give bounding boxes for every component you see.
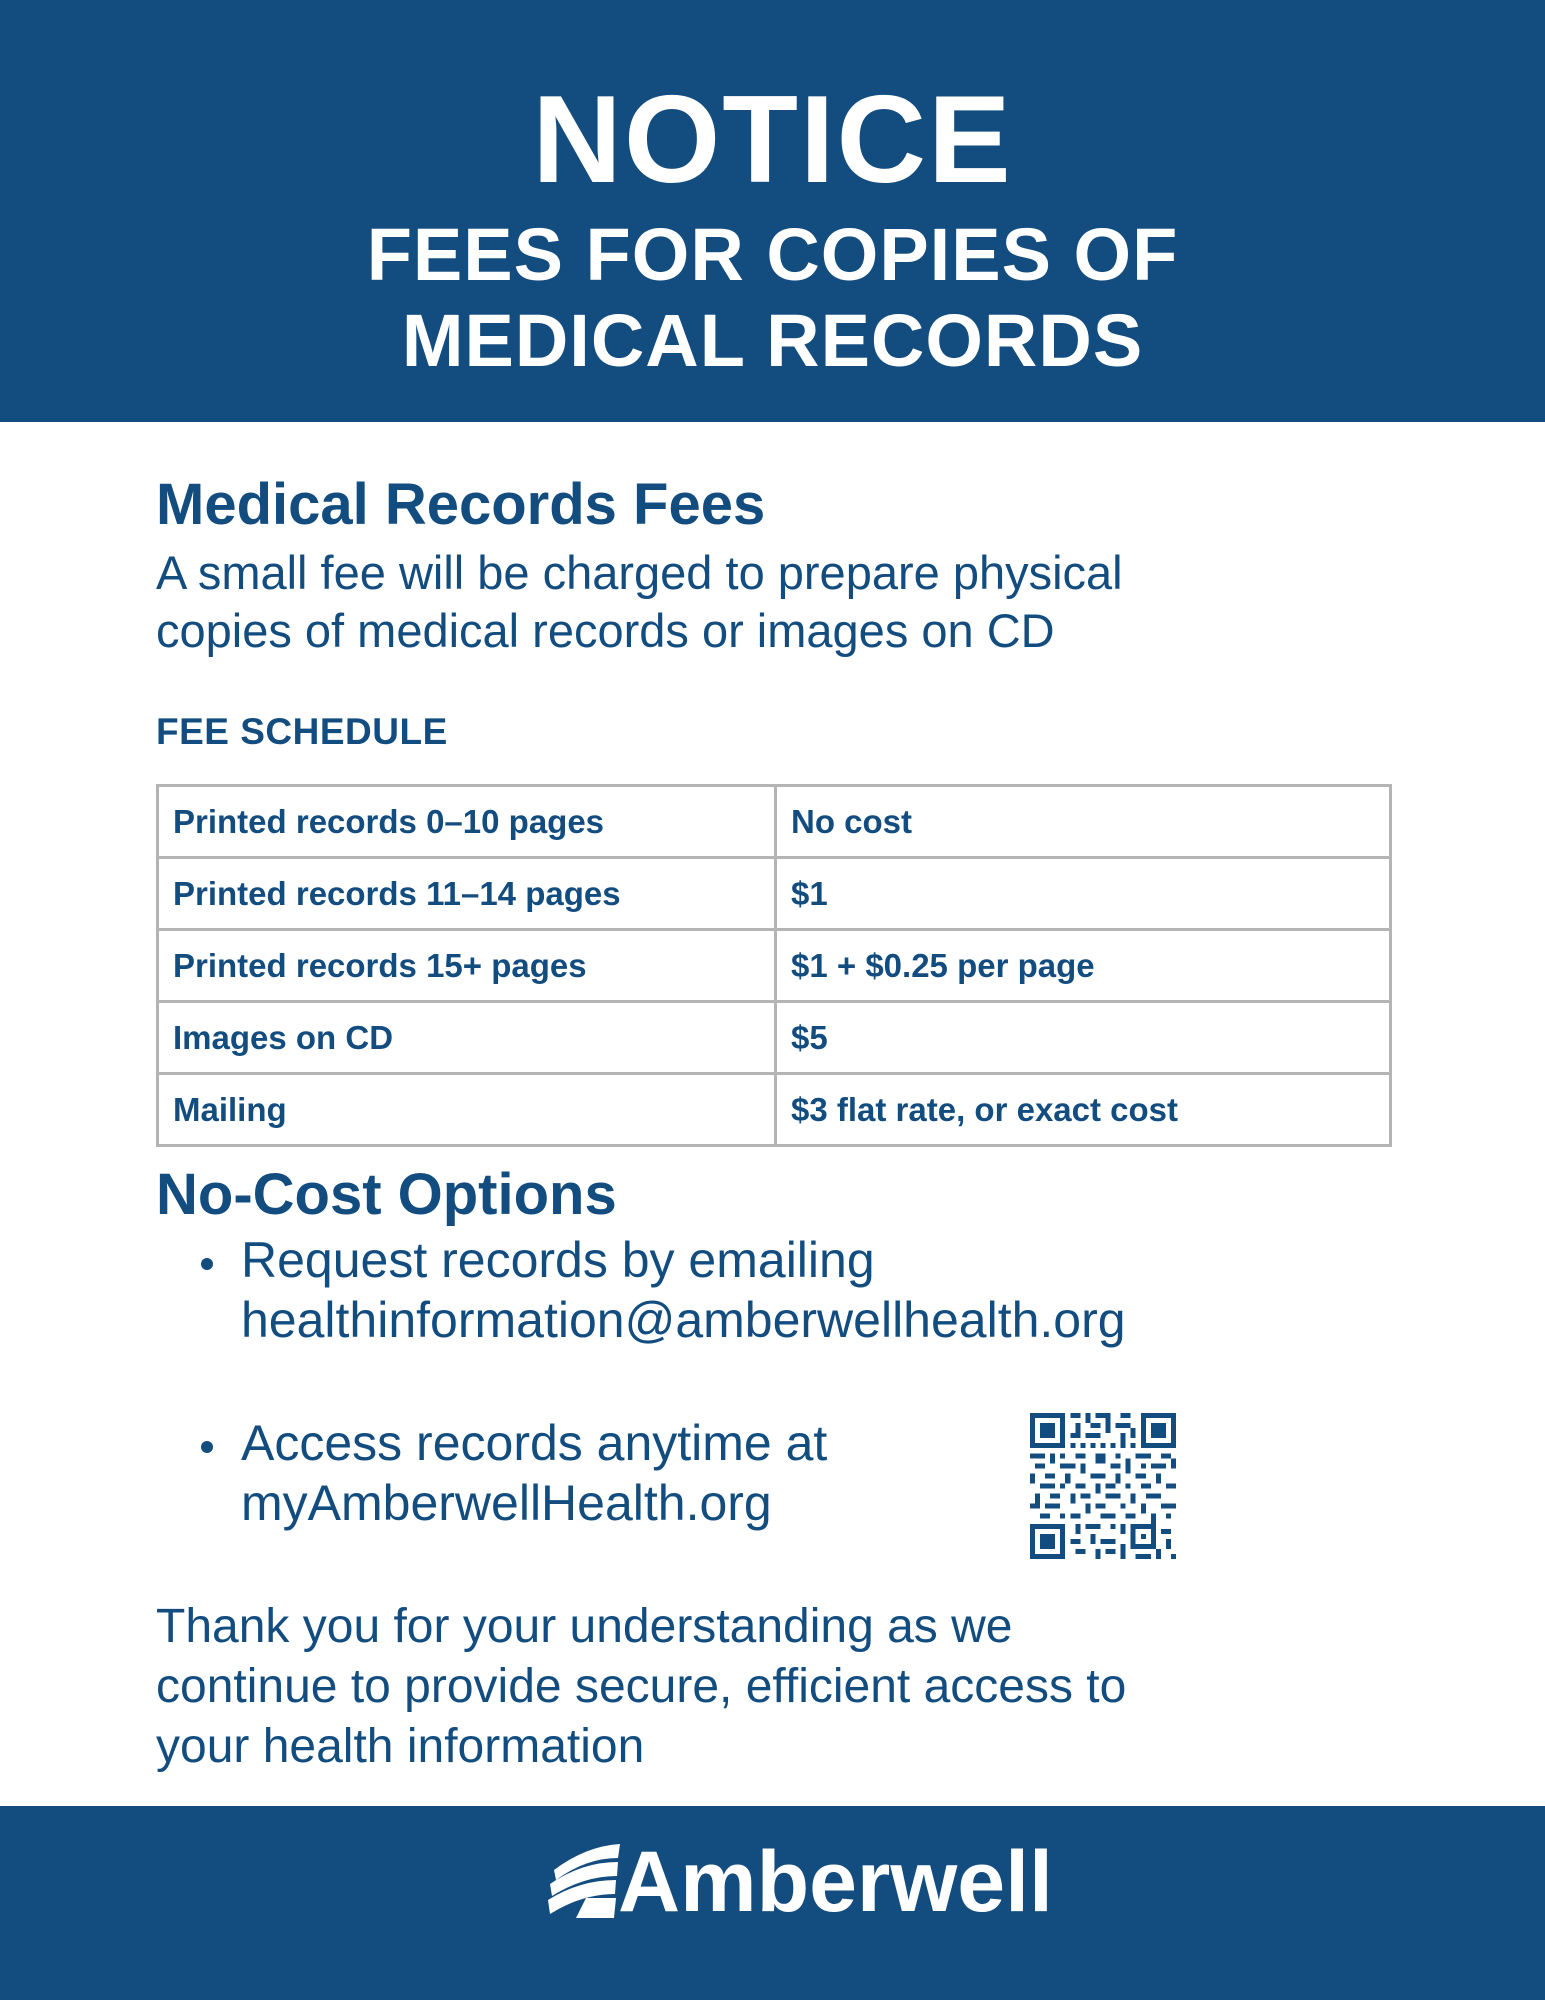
- fee-item: Mailing: [158, 1074, 776, 1146]
- table-row: [158, 1002, 1391, 1074]
- subtitle-line-1: FEES FOR COPIES OF: [366, 213, 1179, 296]
- closing-line-2: continue to provide secure, efficient access to: [156, 1660, 1127, 1713]
- email-option: [241, 1230, 1126, 1350]
- fee-item: Images on CD: [158, 1002, 776, 1074]
- portal-option-line-1: Access records anytime at: [241, 1415, 828, 1471]
- subtitle-line-2: MEDICAL RECORDS: [401, 299, 1144, 382]
- fee-amount: $1 + $0.25 per page: [776, 930, 1391, 1002]
- fees-heading: Medical Records Fees: [156, 472, 766, 537]
- bullet-icon: [201, 1441, 213, 1453]
- fee-amount: $3 flat rate, or exact cost: [776, 1074, 1391, 1146]
- amberwell-logo: Amberwell: [618, 1834, 1053, 1930]
- fees-intro-line-1: A small fee will be charged to prepare physical: [156, 546, 1123, 599]
- amberwell-logo-icon: [546, 1840, 624, 1920]
- bullet-icon: [201, 1258, 213, 1270]
- page-title: NOTICE: [532, 71, 1013, 209]
- portal-link[interactable]: myAmberwellHealth.org: [241, 1475, 772, 1531]
- table-row: [158, 930, 1391, 1002]
- fees-section: [156, 470, 1396, 1147]
- email-option-line-1: Request records by emailing: [241, 1232, 875, 1288]
- fee-item: Printed records 15+ pages: [158, 930, 776, 1002]
- qr-code-icon[interactable]: [1030, 1413, 1176, 1559]
- fee-schedule-label: FEE SCHEDULE: [156, 711, 448, 752]
- closing-message: [156, 1597, 1406, 1777]
- table-row: [158, 1074, 1391, 1146]
- fee-schedule-table: [156, 784, 1392, 1147]
- email-link[interactable]: healthinformation@amberwellhealth.org: [241, 1292, 1126, 1348]
- fee-item: Printed records 11–14 pages: [158, 858, 776, 930]
- portal-option: [241, 1413, 827, 1533]
- fees-intro: [156, 544, 1396, 660]
- fees-intro-line-2: copies of medical records or images on CD: [156, 604, 1055, 657]
- page-subtitle: [0, 212, 1545, 384]
- notice-header: [0, 0, 1545, 422]
- table-row: [158, 786, 1391, 858]
- no-cost-heading: No-Cost Options: [156, 1162, 617, 1227]
- fee-item: Printed records 0–10 pages: [158, 786, 776, 858]
- fee-amount: No cost: [776, 786, 1391, 858]
- fee-amount: $1: [776, 858, 1391, 930]
- closing-line-3: your health information: [156, 1720, 645, 1773]
- closing-line-1: Thank you for your understanding as we: [156, 1600, 1013, 1653]
- table-row: [158, 858, 1391, 930]
- fee-amount: $5: [776, 1002, 1391, 1074]
